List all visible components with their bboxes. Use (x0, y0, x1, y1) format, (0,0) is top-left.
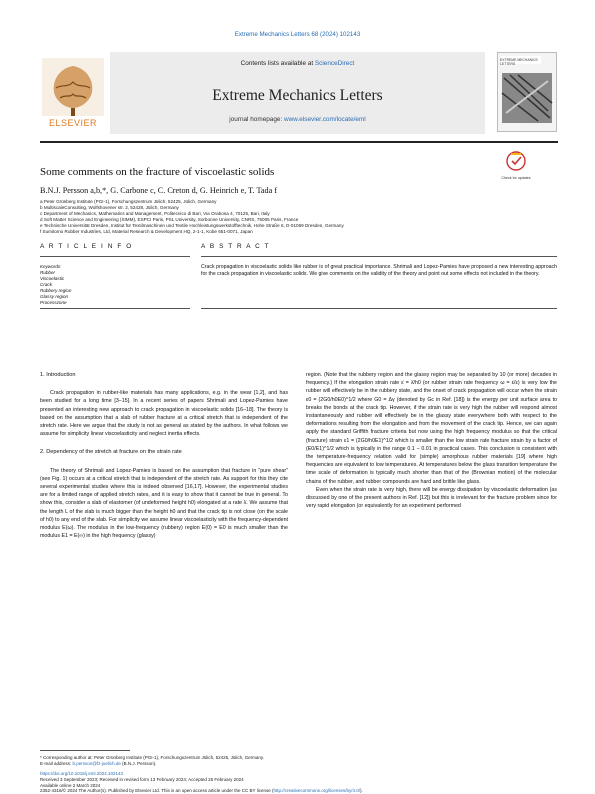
affiliation-a: a Peter Grünberg Institute (PGI-1), Forschungszentrum Jülich, 52425, Jülich, Germany (40, 199, 217, 204)
keyword-item: Rubber (40, 270, 56, 275)
license-line (40, 788, 558, 794)
author-list: B.N.J. Persson a,b,*, G. Carbone c, C. Creton d, G. Heinrich e, T. Tada f (40, 186, 278, 195)
section-2-heading: 2. Dependency of the stretch at fracture on the strain rate (40, 449, 182, 456)
corresponding-author-note: * Corresponding author at: Peter Grünberg Institute (PGI-1), Forschungszentrum Jülich, 52425, Jülich, Germany. (40, 755, 265, 760)
keyword-item: Crack (40, 282, 52, 287)
affiliation-d: d Soft Matter Science and Engineering (SIMM), ESPCI Paris, PSL University, Sorbonne University, CNRS, 75005 Paris, France (40, 217, 299, 222)
affiliation-f: f Sumitomo Rubber Industries, Ltd, Material Research & Development HQ, 2-1-1, Kobe 651-0071, Japan (40, 229, 253, 234)
homepage-prefix: journal homepage: (229, 116, 285, 123)
homepage-link[interactable]: www.elsevier.com/locate/eml (284, 116, 366, 123)
keyword-item: Rubbery region (40, 288, 72, 293)
keywords-bottom-rule (40, 308, 190, 309)
email-link[interactable]: b.persson@fz-juelich.de (72, 761, 121, 766)
right-paragraph-2: Even when the strain rate is very high, there will be energy dissipation by viscoelastic deformation (as discussed by one of the present authors in Ref. [12]) but this is irrelevant for the fracture problem since for very rapid elongation (or equivalently for an experiment performed (306, 486, 557, 510)
abstract-heading: A B S T R A C T (201, 243, 271, 250)
email-suffix: (B.N.J. Persson). (120, 761, 157, 766)
article-info-heading: A R T I C L E I N F O (40, 243, 133, 250)
doi-link[interactable] (40, 771, 558, 777)
license-prefix: 2352-4316/© 2024 The Author(s). Published by Elsevier Ltd. This is an open access article under the CC BY license ( (40, 788, 274, 793)
section-1-paragraph: Crack propagation in rubber-like materials has many applications, e.g. in the wear [1,2], and has been studied for a long time [3–15]. In a recent series of papers Shrimali and Lopez-Pamies have presented an interesting new approach to crack propagation in viscoelastic solids [16–18]. The theory is based on the assumption that a slab of rubber fracture at a critical stretch that is independent of the stretch rate. Here we argue that the study is not as general as stated by the authors. In what follows we assume for simplicity linear viscoelasticity and neglect inertia effects. (40, 390, 288, 438)
journal-homepage-line (110, 116, 485, 123)
abstract-rule (201, 256, 557, 257)
right-paragraph-1: region. (Note that the rubbery region and the glassy region may be separated by 10 (or more) decades in frequency.) If the elongation strain rate ε̇ = λ̇/h0 (or rubber strain rate frequency ω = ε̇/ε) is very low the rubber will effectively be in the rubbery state, and the onset of crack propagation will occur when the strain ε0 = (2G0/h0E0)^1/2 where G0 = Δγ (denoted by Gc in Ref. [18]) is the energy per unit surface area to breaks the bonds at the crack tip. However, if the strain rate is very high the rubber will respond almost instantaneously and rubber will effectively be in the glassy state everywhere both with respect to the deformations resulting from the elongation and from the movement of the crack tip. Hence, we can again apply the standard Griffith fracture criteria but now using the high frequency modulus so that the critical (fracture) strain ε1 = (2G0/h0E1)^1/2 which is smaller than the low strain rate fracture strain by a factor of (E0/E1)^1/2 which is typically in the range 0.1 − 0.01 in practical cases. This conclusion is consistent with the temperature-frequency relation valid for (simple) amorphous rubber materials [19] where high frequencies are equivalent to low temperatures. At temperatures below the glass transition temperature the time scale of deformation is typically much shorter than that of the (Brownian motion) of the molecular chains of the rubber, and rubber compounds are hard and brittle like glass. (306, 372, 557, 485)
email-line (40, 761, 558, 767)
available-online: Available online 2 March 2024 (40, 783, 101, 788)
affiliation-e: e Technische Universität Dresden, Institut für Textilmaschinen und Textile Hochleistungswerkstofftechnik, Hohe Straße 6, D-01069 Dresden, Germany (40, 223, 344, 228)
body-left-column (40, 371, 288, 746)
keyword-item: Viscoelastic (40, 276, 65, 281)
journal-name: Extreme Mechanics Letters (212, 87, 383, 104)
license-link[interactable]: http://creativecommons.org/licenses/by/4.0/ (273, 788, 360, 793)
footnote-rule (40, 750, 130, 751)
cover-title: EXTREME MECHANICS LETTERS (500, 58, 538, 66)
article-info-rule (40, 256, 190, 257)
email-prefix: E-mail address: (40, 761, 73, 766)
contents-prefix: Contents lists available at (240, 60, 315, 67)
section-2-paragraph: The theory of Shrimali and Lopez-Pamies is based on the assumption that fracture in "pure shear" (see Fig. 1) occurs at a critical stretch that is independent of the stretch rate. As support for this they cite several experimental studies where this is indeed observed [16,17]. However, the experimental studies are for a limited range of applied stretch rates, and it is easy to show that it cannot be true in general. To show this, consider a slab of elastomer (of undeformed height h0) elongated at a rate λ̇. We assume that the length L of the slab is much bigger than the height h0 and that the crack tip is not close (on the scale of h0) to any end of the slab. For simplicity we assume linear viscoelasticity with the frequency-dependent modulus E(ω). The modulus in the low-frequency (rubbery) region E(0) = E0 is much smaller than the modulus E1 = E(∞) in the high frequency (glassy) (40, 467, 288, 540)
header-rule (40, 141, 558, 143)
affiliation-c: c Department of Mechanics, Mathematics and Management, Politecnico di Bari, Via Orabona 4, 70125, Bari, Italy (40, 211, 270, 216)
affiliation-b: b MultiscaleConsulting, Wolfshovener str. 2, 52428, Jülich, Germany (40, 205, 179, 210)
section-1-heading: 1. Introduction (40, 372, 76, 378)
keyword-item: Glassy region (40, 294, 69, 299)
doi-text[interactable]: https://doi.org/10.1016/j.eml.2024.102143 (40, 771, 124, 776)
license-suffix: ). (360, 788, 363, 793)
keywords-label: Keywords: (40, 264, 62, 269)
sciencedirect-link[interactable]: ScienceDirect (314, 60, 355, 67)
article-title: Some comments on the fracture of viscoelastic solids (40, 166, 275, 178)
abstract-text: Crack propagation in viscoelastic solids like rubber is of great practical importance. Shrimali and Lopez-Pamies have proposed a new interesting approach for the crack propagation in viscoelastic solids. We give comments on the validity of the theory and point out some effects not included in the theory. (201, 264, 557, 277)
keyword-item: Processzone (40, 300, 67, 305)
received-dates: Received 3 September 2023; Received in revised form 13 February 2024; Accepted 25 February 2024 (40, 777, 244, 782)
publisher-wordmark: ELSEVIER (48, 118, 98, 128)
body-right-column (306, 371, 557, 746)
check-for-updates-label[interactable]: Check for updates (501, 176, 531, 180)
abstract-bottom-rule (201, 308, 557, 309)
contents-line (110, 60, 485, 67)
running-head[interactable]: Extreme Mechanics Letters 68 (2024) 102143 (234, 31, 361, 38)
